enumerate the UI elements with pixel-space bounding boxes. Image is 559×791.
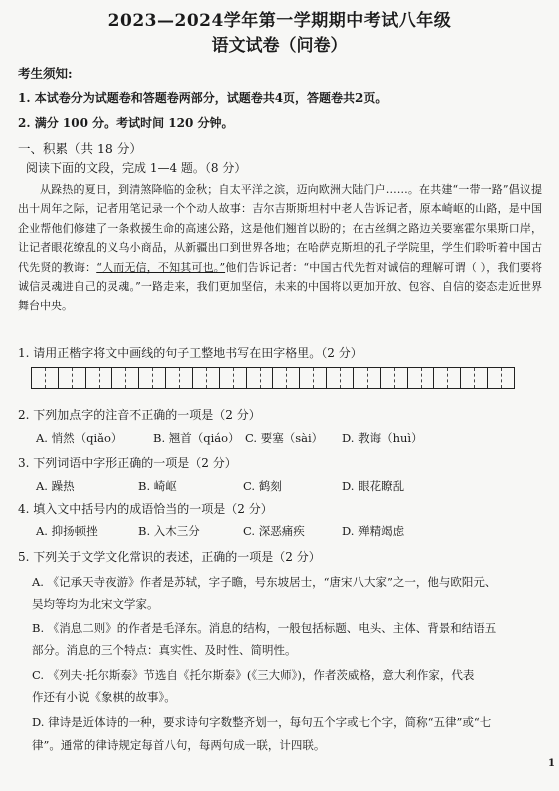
question-2-stem: 2. 下列加点字的注音不正确的一项是（2 分） bbox=[18, 408, 261, 422]
q3-option-d: D. 眼花瞭乱 bbox=[342, 479, 405, 493]
passage-part-1: 从跺热的夏日，到清煞降临的金秋；自太平洋之滨，迈向欧洲大陆门户……。在共建“一带一路”倡议提出十周年之际，记者用笔记录一个个动人故事：吉尔吉斯斯坦村中老人告诉记者，原本崎岖的山路，是中国企业帮他们修建了一条救援生命的高速公路，这是他们翘首以盼的；在古丝绸之路边关要塞霍尔果斯口岸，让记者眼花缭乱的义乌小商品，从新疆出口到世界各地；在哈萨克斯坦的孔子学院里，学生们聆听着中国古代先贤的教诲： bbox=[18, 183, 542, 274]
q5-option-b-line2: 部分。消息的三个特点：真实性、及时性、简明性。 bbox=[32, 643, 297, 657]
q4-option-a: A. 抑扬顿挫 bbox=[36, 524, 98, 538]
grid-cell[interactable] bbox=[220, 368, 247, 388]
grid-cell[interactable] bbox=[86, 368, 113, 388]
grid-cell[interactable] bbox=[139, 368, 166, 388]
grid-cell[interactable] bbox=[273, 368, 300, 388]
q4-option-c: C. 深恶痛疾 bbox=[243, 524, 305, 538]
grid-cell[interactable] bbox=[112, 368, 139, 388]
question-4-stem: 4. 填入文中括号内的成语恰当的一项是（2 分） bbox=[18, 502, 273, 516]
question-1: 1. 请用正楷字将文中画线的句子工整地书写在田字格里。（2 分） bbox=[18, 346, 363, 360]
reading-instruction: 阅读下面的文段，完成 1—4 题。（8 分） bbox=[26, 161, 247, 175]
q3-option-c: C. 鹤刻 bbox=[243, 479, 282, 493]
q2-option-b: B. 翘首（qiáo） bbox=[153, 431, 240, 445]
notice-item-1: 1. 本试卷分为试题卷和答题卷两部分，试题卷共4页，答题卷共2页。 bbox=[18, 91, 388, 105]
q3-option-b: B. 崎岖 bbox=[138, 479, 177, 493]
underlined-sentence: “人而无信，不知其可也。” bbox=[96, 260, 226, 274]
grid-cell[interactable] bbox=[434, 368, 461, 388]
passage-part-2: 他们告诉记者：“中国古代先哲对诚信的理解可谓（ ），我们要将诚信灵魂进自己的灵魂。”一路走来，我们更加坚信，未来的中国将以更加开放、包容、自信的姿态走近世界舞台中央。 bbox=[18, 260, 542, 313]
q5-option-a-line1: A. 《记承天寺夜游》作者是苏轼，字子瞻，号东坡居士，“唐宋八大家”之一，他与欧阳元、 bbox=[32, 575, 497, 589]
grid-cell[interactable] bbox=[32, 368, 59, 388]
q5-option-b-line1: B. 《消息二则》的作者是毛泽东。消息的结构，一般包括标题、电头、主体、背景和结语五 bbox=[32, 621, 497, 635]
q2-option-d: D. 教诲（huì） bbox=[342, 431, 423, 445]
writing-grid[interactable] bbox=[31, 367, 515, 389]
exam-subtitle: 语文试卷（问卷） bbox=[211, 36, 348, 56]
q5-option-c-line2: 作还有小说《象棋的故事》。 bbox=[32, 690, 176, 704]
grid-cell[interactable] bbox=[166, 368, 193, 388]
grid-cell[interactable] bbox=[408, 368, 435, 388]
q5-option-a-line2: 吴均等均为北宋文学家。 bbox=[32, 597, 159, 611]
question-5-stem: 5. 下列关于文学文化常识的表述，正确的一项是（2 分） bbox=[18, 550, 321, 564]
grid-cell[interactable] bbox=[193, 368, 220, 388]
q2-option-c: C. 要塞（sài） bbox=[245, 431, 324, 445]
q4-option-d: D. 殚精竭虑 bbox=[342, 524, 405, 538]
q2-option-a: A. 悄然（qiǎo） bbox=[36, 431, 123, 445]
grid-cell[interactable] bbox=[327, 368, 354, 388]
notice-item-2: 2. 满分 100 分。考试时间 120 分钟。 bbox=[18, 116, 234, 130]
reading-passage bbox=[18, 180, 542, 316]
page-number: 1 bbox=[548, 758, 555, 769]
notice-heading: 考生须知: bbox=[18, 66, 73, 81]
grid-cell[interactable] bbox=[354, 368, 381, 388]
grid-cell[interactable] bbox=[461, 368, 488, 388]
question-3-stem: 3. 下列词语中字形正确的一项是（2 分） bbox=[18, 456, 237, 470]
section-heading: 一、积累（共 18 分） bbox=[18, 141, 142, 156]
q4-option-b: B. 入木三分 bbox=[138, 524, 200, 538]
q5-option-d-line2: 律”。通常的律诗规定每首八句，每两句成一联，计四联。 bbox=[32, 738, 326, 752]
grid-cell[interactable] bbox=[247, 368, 274, 388]
grid-cell[interactable] bbox=[488, 368, 514, 388]
q3-option-a: A. 躁热 bbox=[36, 479, 75, 493]
exam-title: 2023—2024学年第一学期期中考试八年级 bbox=[107, 11, 452, 31]
q5-option-c-line1: C. 《列夫·托尔斯泰》节选自《托尔斯泰》(《三大师》)，作者茨威格，意大利作家，代表 bbox=[32, 668, 475, 682]
grid-cell[interactable] bbox=[59, 368, 86, 388]
grid-cell[interactable] bbox=[300, 368, 327, 388]
q5-option-d-line1: D. 律诗是近体诗的一种，要求诗句字数整齐划一，每句五个字或七个字，简称“五律”或“七 bbox=[32, 715, 492, 729]
grid-cell[interactable] bbox=[381, 368, 408, 388]
